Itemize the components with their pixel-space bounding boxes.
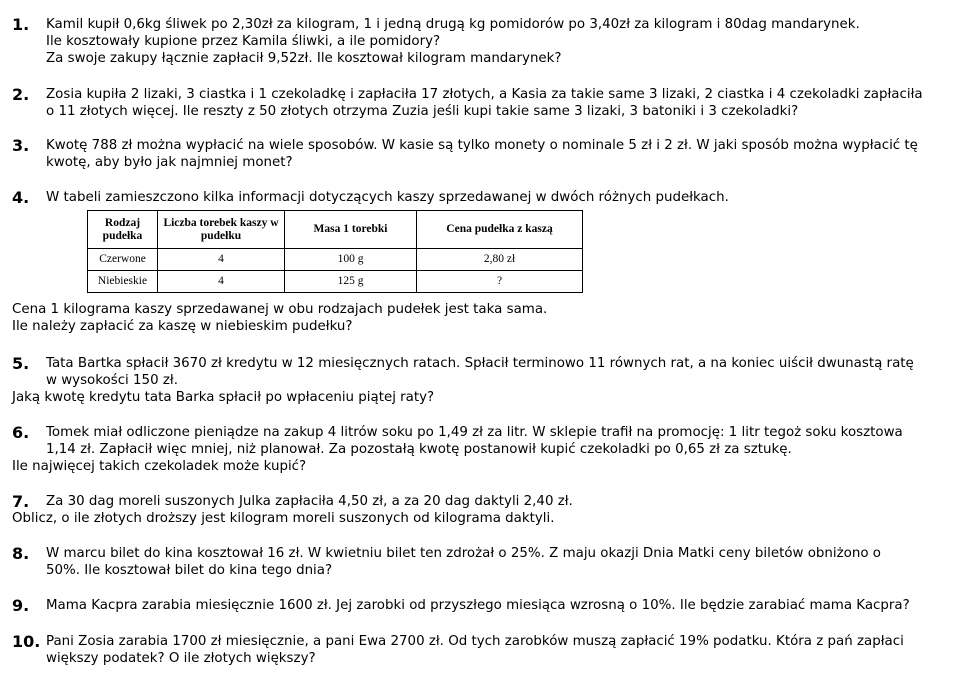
task-8 [12, 545, 967, 579]
task-text-line: Jaką kwotę kredytu tata Barka spłacił po wpłaceniu piątej raty? [12, 390, 435, 405]
task-number: 4. [12, 188, 30, 207]
table-row [88, 249, 583, 271]
table-cell: 100 g [285, 249, 417, 271]
table-header-row [88, 211, 583, 249]
task-text-line: kwotę, aby było jak najmniej monet? [46, 155, 293, 170]
task-number: 7. [12, 492, 30, 511]
task-number: 1. [12, 15, 30, 34]
task-text-line: Ile kosztowały kupione przez Kamila śliwki, a ile pomidory? [46, 34, 441, 49]
kasza-table [87, 210, 583, 293]
task-10 [12, 633, 967, 667]
table-cell: 4 [158, 249, 285, 271]
table-row [88, 271, 583, 293]
task-2 [12, 86, 967, 120]
task-text-line: Pani Zosia zarabia 1700 zł miesięcznie, a pani Ewa 2700 zł. Od tych zarobków muszą zapłacić 19% podatku. Która z pań zapłaci [46, 634, 904, 649]
task-1 [12, 16, 967, 67]
table-cell: Niebieskie [88, 271, 158, 293]
task-3 [12, 137, 967, 171]
table-cell: 125 g [285, 271, 417, 293]
task-5 [12, 355, 967, 406]
task-text-line: Tomek miał odliczone pieniądze na zakup 4 litrów soku po 1,49 zł za litr. W sklepie trafił na promocję: 1 litr tegoż soku kosztowa [46, 425, 903, 440]
task-text-line: Tata Bartka spłacił 3670 zł kredytu w 12 miesięcznych ratach. Spłacił terminowo 11 równych rat, a na koniec uiścił dwunastą ratę [46, 356, 914, 371]
task-6 [12, 424, 967, 475]
task-text-line: 50%. Ile kosztował bilet do kina tego dnia? [46, 563, 333, 578]
table-header-cell: Cena pudełka z kaszą [417, 211, 583, 249]
task-text-line: W marcu bilet do kina kosztował 16 zł. W kwietniu bilet ten zdrożał o 25%. Z maju okazji Dnia Matki ceny biletów obniżono o [46, 546, 881, 561]
task-text-line: Kamil kupił 0,6kg śliwek po 2,30zł za kilogram, 1 i jedną drugą kg pomidorów po 3,40zł za kilogram i 80dag mandarynek. [46, 17, 860, 32]
task-text-line: W tabeli zamieszczono kilka informacji dotyczących kaszy sprzedawanej w dwóch różnych pudełkach. [46, 190, 729, 205]
task-number: 2. [12, 85, 30, 104]
task-text-line: Oblicz, o ile złotych droższy jest kilogram moreli suszonych od kilograma daktyli. [12, 511, 555, 526]
task-text-line: o 11 złotych więcej. Ile reszty z 50 złotych otrzyma Zuzia jeśli kupi takie same 3 lizaki, 3 batoniki i 3 czekoladki? [46, 104, 799, 119]
task-text-line: Kwotę 788 zł można wypłacić na wiele sposobów. W kasie są tylko monety o nominale 5 zł i 2 zł. W jaki sposób można wypłacić tę [46, 138, 918, 153]
task-text-line: Za 30 dag moreli suszonych Julka zapłaciła 4,50 zł, a za 20 dag daktyli 2,40 zł. [46, 494, 573, 509]
task-4-question [12, 301, 967, 335]
task-number: 10. [12, 632, 41, 651]
task-number: 6. [12, 423, 30, 442]
task-text-line: Ile należy zapłacić za kaszę w niebieskim pudełku? [12, 319, 353, 334]
task-text-line: 1,14 zł. Zapłacił więc mniej, niż planował. Za pozostałą kwotę postanowił kupić czekoladki po 0,65 zł za sztukę. [46, 442, 792, 457]
table-cell: 2,80 zł [417, 249, 583, 271]
task-text-line: Cena 1 kilograma kaszy sprzedawanej w obu rodzajach pudełek jest taka sama. [12, 302, 548, 317]
task-number: 8. [12, 544, 30, 563]
task-number: 5. [12, 354, 30, 373]
task-text-line: większy podatek? O ile złotych większy? [46, 651, 316, 666]
task-7 [12, 493, 967, 527]
table-header-cell: Masa 1 torebki [285, 211, 417, 249]
task-4 [12, 189, 967, 206]
task-number: 9. [12, 596, 30, 615]
task-text-line: Ile najwięcej takich czekoladek może kupić? [12, 459, 307, 474]
table-cell: 4 [158, 271, 285, 293]
task-text-line: Za swoje zakupy łącznie zapłacił 9,52zł. Ile kosztował kilogram mandarynek? [46, 51, 562, 66]
table-header-cell: Liczba torebek kaszy w pudełku [158, 211, 285, 249]
table-cell: ? [417, 271, 583, 293]
table-header-cell: Rodzaj pudełka [88, 211, 158, 249]
task-text-line: Mama Kacpra zarabia miesięcznie 1600 zł. Jej zarobki od przyszłego miesiąca wzrosną o 10%. Ile będzie zarabiać mama Kacpra? [46, 598, 910, 613]
task-text-line: w wysokości 150 zł. [46, 373, 178, 388]
task-9 [12, 597, 967, 614]
table-cell: Czerwone [88, 249, 158, 271]
task-number: 3. [12, 136, 30, 155]
task-text-line: Zosia kupiła 2 lizaki, 3 ciastka i 1 czekoladkę i zapłaciła 17 złotych, a Kasia za takie same 3 lizaki, 2 ciastka i 4 czekoladki zapłaciła [46, 87, 923, 102]
